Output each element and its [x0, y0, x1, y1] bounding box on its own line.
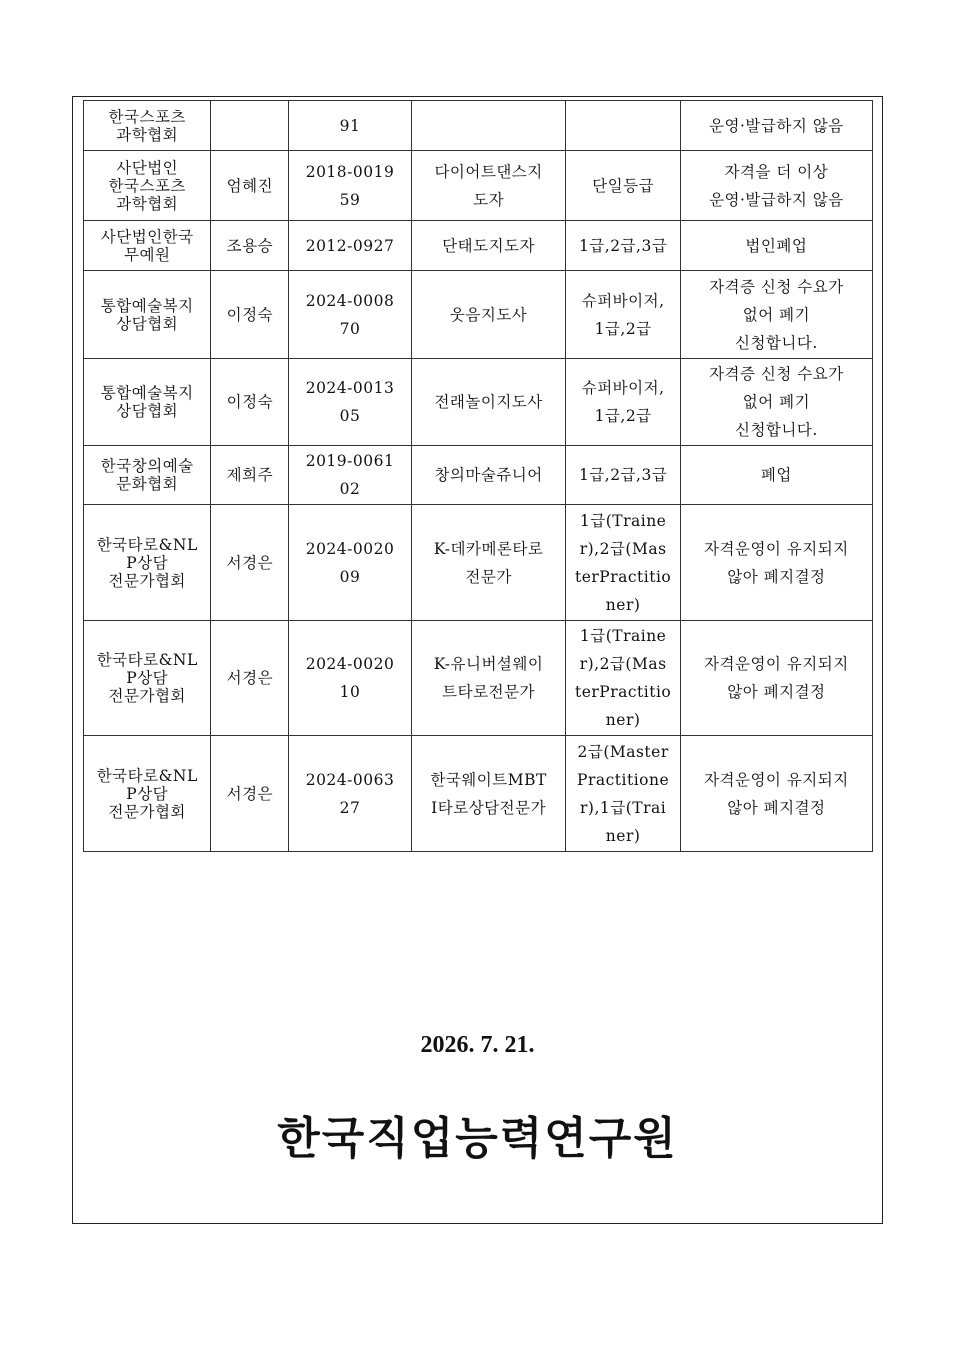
- org-cell: [84, 271, 211, 359]
- reg-no-cell-line: 91: [339, 116, 361, 135]
- org-cell: [84, 736, 211, 852]
- person-cell: 엄혜진: [211, 151, 289, 221]
- reg-no-cell: [289, 621, 411, 736]
- note-cell: [680, 221, 872, 271]
- person-cell: 서경은: [211, 505, 289, 621]
- document-frame: [72, 96, 883, 1224]
- org-cell-line: 상담협회: [116, 402, 179, 420]
- note-cell-line: 자격증 신청 수요가: [709, 365, 844, 383]
- reg-no-cell-line: 2019-0061: [305, 452, 395, 470]
- org-cell: [84, 221, 211, 271]
- note-cell-line: 법인폐업: [745, 236, 808, 255]
- person-cell: 서경은: [211, 621, 289, 736]
- cert-name-cell-line: 단태도지도자: [442, 236, 536, 255]
- table-row: [84, 271, 873, 359]
- org-cell-line: P상담: [126, 784, 169, 803]
- cert-name-cell: [411, 221, 566, 271]
- org-cell: [84, 446, 211, 505]
- grade-cell: [566, 446, 680, 505]
- table-row: [84, 736, 873, 852]
- cert-name-cell-line: 전래놀이지도사: [434, 393, 543, 411]
- note-cell: [680, 505, 872, 621]
- reg-no-cell: [289, 359, 411, 446]
- person-cell: 이정숙: [211, 359, 289, 446]
- grade-cell-line: r),1급(Trai: [580, 798, 667, 817]
- org-cell-line: P상담: [126, 669, 169, 687]
- cert-name-cell-line: 다이어트댄스지: [434, 162, 543, 181]
- grade-cell-line: terPractitio: [574, 683, 672, 701]
- reg-no-cell-line: 2024-0020: [305, 539, 395, 558]
- org-cell-line: 전문가협회: [108, 571, 186, 590]
- org-cell-line: 전문가협회: [108, 802, 186, 821]
- cert-name-cell-line: K-유니버셜웨이: [433, 655, 544, 673]
- cert-name-cell-line: 웃음지도사: [449, 305, 528, 324]
- org-cell: [84, 151, 211, 221]
- org-cell-line: 통합예술복지: [100, 296, 194, 315]
- grade-cell: [566, 221, 680, 271]
- grade-cell-line: 1급,2급: [594, 319, 652, 338]
- registration-table-body: [84, 101, 873, 852]
- reg-no-cell: [289, 446, 411, 505]
- org-cell-line: P상담: [126, 553, 169, 572]
- reg-no-cell: [289, 221, 411, 271]
- grade-cell: [566, 271, 680, 359]
- grade-cell-line: 1급(Traine: [579, 511, 667, 530]
- person-cell: 조용승: [211, 221, 289, 271]
- grade-cell-line: 1급,2급: [594, 407, 652, 425]
- person-cell: 서경은: [211, 736, 289, 852]
- table-row: [84, 621, 873, 736]
- org-cell-line: 과학협회: [116, 125, 179, 144]
- document-date: 2026. 7. 21.: [420, 1032, 535, 1058]
- note-cell: [680, 446, 872, 505]
- grade-cell: [566, 505, 680, 621]
- cert-name-cell: [411, 359, 566, 446]
- org-cell-line: 한국스포츠: [108, 176, 186, 195]
- cert-name-cell-line: 도자: [473, 190, 505, 209]
- org-cell-line: 사단법인: [116, 158, 179, 177]
- note-cell-line: 자격증 신청 수요가: [709, 277, 844, 296]
- cert-name-cell: [411, 271, 566, 359]
- cert-name-cell: [411, 446, 566, 505]
- org-cell-line: 한국스포츠: [108, 107, 186, 126]
- org-cell-line: 한국타로&NL: [96, 766, 198, 785]
- reg-no-cell-line: 2024-0063: [305, 770, 395, 789]
- org-cell-line: 통합예술복지: [100, 384, 194, 402]
- grade-cell-line: 1급(Traine: [579, 627, 667, 645]
- org-cell-line: 한국타로&NL: [96, 535, 198, 554]
- grade-cell-line: r),2급(Mas: [579, 539, 667, 558]
- registration-table: [83, 100, 873, 852]
- note-cell: [680, 271, 872, 359]
- person-cell: [211, 101, 289, 151]
- table-row: [84, 221, 873, 271]
- reg-no-cell-line: 70: [339, 319, 361, 338]
- grade-cell-line: terPractitio: [574, 567, 672, 586]
- grade-cell-line: 2급(Master: [577, 742, 669, 761]
- org-cell-line: 한국창의예술: [100, 457, 194, 475]
- cert-name-cell-line: 한국웨이트MBT: [430, 770, 547, 789]
- grade-cell-line: 슈퍼바이저,: [581, 291, 665, 310]
- note-cell-line: 않아 폐지결정: [727, 683, 826, 701]
- grade-cell-line: ner): [605, 826, 641, 845]
- org-cell: [84, 621, 211, 736]
- cert-name-cell-line: I타로상담전문가: [431, 798, 547, 817]
- reg-no-cell-line: 2012-0927: [305, 236, 395, 255]
- reg-no-cell: [289, 505, 411, 621]
- note-cell: [680, 736, 872, 852]
- table-row: [84, 101, 873, 151]
- grade-cell: [566, 621, 680, 736]
- reg-no-cell-line: 10: [339, 683, 361, 701]
- note-cell-line: 운영·발급하지 않음: [709, 190, 844, 209]
- reg-no-cell-line: 02: [339, 480, 361, 498]
- note-cell-line: 없어 폐기: [742, 305, 811, 324]
- note-cell-line: 자격운영이 유지되지: [704, 539, 849, 558]
- note-cell-line: 운영·발급하지 않음: [709, 116, 844, 135]
- org-cell-line: 과학협회: [116, 194, 179, 213]
- cert-name-cell: [411, 101, 566, 151]
- org-cell-line: 상담협회: [116, 314, 179, 333]
- reg-no-cell-line: 2024-0013: [305, 379, 395, 397]
- reg-no-cell: [289, 736, 411, 852]
- org-cell: [84, 505, 211, 621]
- grade-cell: [566, 151, 680, 221]
- note-cell: [680, 359, 872, 446]
- grade-cell: [566, 101, 680, 151]
- grade-cell: [566, 359, 680, 446]
- grade-cell-line: 단일등급: [592, 176, 655, 195]
- grade-cell-line: Practitione: [577, 770, 670, 789]
- reg-no-cell: [289, 271, 411, 359]
- grade-cell-line: 1급,2급,3급: [578, 466, 668, 484]
- table-row: [84, 446, 873, 505]
- org-cell: [84, 101, 211, 151]
- org-cell-line: 문화협회: [116, 475, 179, 493]
- note-cell: [680, 621, 872, 736]
- note-cell-line: 않아 폐지결정: [727, 567, 826, 586]
- org-cell-line: 무예원: [124, 245, 171, 264]
- reg-no-cell: [289, 101, 411, 151]
- cert-name-cell: [411, 505, 566, 621]
- org-cell-line: 한국타로&NL: [96, 651, 198, 669]
- reg-no-cell-line: 2024-0020: [305, 655, 395, 673]
- reg-no-cell-line: 05: [339, 407, 361, 425]
- grade-cell-line: ner): [605, 711, 641, 729]
- note-cell-line: 않아 폐지결정: [727, 798, 826, 817]
- table-row: [84, 359, 873, 446]
- cert-name-cell-line: 트타로전문가: [442, 683, 536, 701]
- issuer-name: 한국직업능력연구원: [277, 1113, 678, 1164]
- reg-no-cell-line: 59: [339, 190, 361, 209]
- cert-name-cell-line: 창의마술쥬니어: [434, 466, 543, 484]
- grade-cell-line: 슈퍼바이저,: [581, 379, 665, 397]
- reg-no-cell-line: 09: [339, 567, 361, 586]
- grade-cell-line: ner): [605, 595, 641, 614]
- person-cell: 제희주: [211, 446, 289, 505]
- note-cell-line: 신청합니다.: [734, 333, 818, 352]
- reg-no-cell-line: 2018-0019: [305, 162, 395, 181]
- note-cell: [680, 101, 872, 151]
- org-cell-line: 전문가협회: [108, 687, 186, 705]
- cert-name-cell: [411, 736, 566, 852]
- note-cell-line: 없어 폐기: [742, 393, 811, 411]
- reg-no-cell: [289, 151, 411, 221]
- note-cell-line: 자격운영이 유지되지: [704, 655, 849, 673]
- grade-cell: [566, 736, 680, 852]
- person-cell: 이정숙: [211, 271, 289, 359]
- table-row: [84, 151, 873, 221]
- note-cell: [680, 151, 872, 221]
- cert-name-cell: [411, 151, 566, 221]
- note-cell-line: 자격운영이 유지되지: [704, 770, 849, 789]
- grade-cell-line: 1급,2급,3급: [578, 236, 668, 255]
- cert-name-cell: [411, 621, 566, 736]
- note-cell-line: 신청합니다.: [734, 421, 818, 439]
- cert-name-cell-line: K-데카메론타로: [433, 539, 544, 558]
- note-cell-line: 자격을 더 이상: [724, 162, 829, 181]
- grade-cell-line: r),2급(Mas: [579, 655, 667, 673]
- reg-no-cell-line: 27: [339, 798, 361, 817]
- org-cell-line: 사단법인한국: [100, 227, 194, 246]
- note-cell-line: 폐업: [760, 466, 792, 484]
- org-cell: [84, 359, 211, 446]
- table-row: [84, 505, 873, 621]
- cert-name-cell-line: 전문가: [465, 567, 512, 586]
- reg-no-cell-line: 2024-0008: [305, 291, 395, 310]
